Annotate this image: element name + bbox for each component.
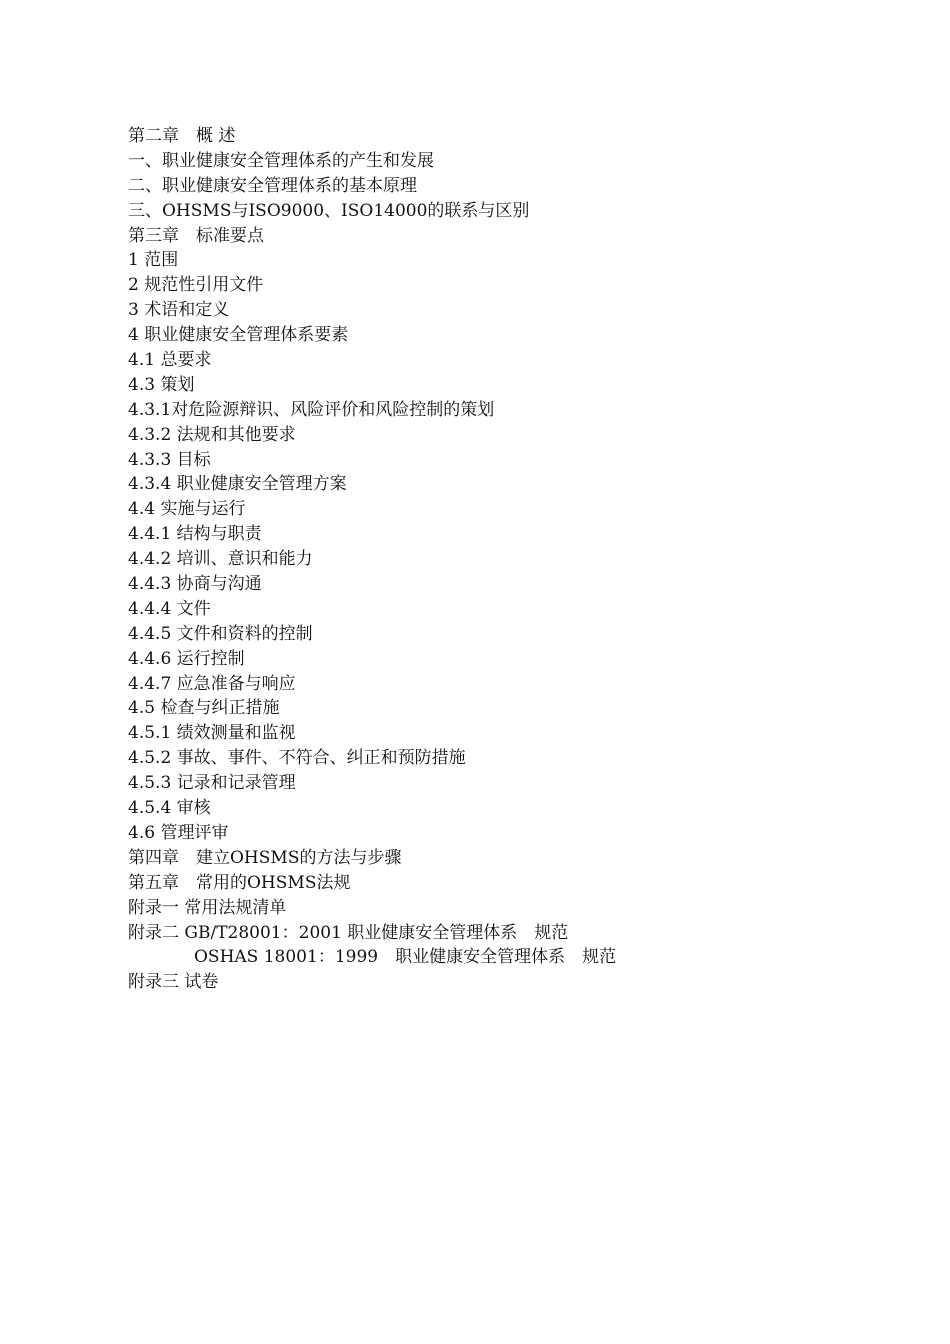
toc-line: 第四章 建立OHSMS的方法与步骤 bbox=[128, 847, 402, 868]
toc-line: 4.4.4 文件 bbox=[128, 598, 211, 619]
toc-line: 4.6 管理评审 bbox=[128, 822, 229, 843]
toc-line: 4.5.1 绩效测量和监视 bbox=[128, 723, 296, 744]
toc-line: 第三章 标准要点 bbox=[128, 225, 264, 246]
toc-line: 二、职业健康安全管理体系的基本原理 bbox=[128, 175, 417, 196]
toc-line: 4.4.2 培训、意识和能力 bbox=[128, 549, 313, 570]
toc-line: OSHAS 18001：1999 职业健康安全管理体系 规范 bbox=[194, 947, 617, 968]
toc-line: 附录一 常用法规清单 bbox=[128, 897, 287, 918]
toc-line: 1 范围 bbox=[128, 250, 179, 271]
toc-line: 4.5.4 审核 bbox=[128, 798, 211, 819]
toc-line: 4.5.2 事故、事件、不符合、纠正和预防措施 bbox=[128, 748, 466, 769]
toc-line: 4.4.1 结构与职责 bbox=[128, 524, 262, 545]
toc-line: 4.5 检查与纠正措施 bbox=[128, 698, 280, 719]
toc-line: 4.4.7 应急准备与响应 bbox=[128, 673, 296, 694]
toc-line: 三、OHSMS与ISO9000、ISO14000的联系与区别 bbox=[128, 200, 530, 221]
toc-line: 4.1 总要求 bbox=[128, 350, 212, 371]
toc-line: 4.3.2 法规和其他要求 bbox=[128, 424, 296, 445]
toc-line: 4 职业健康安全管理体系要素 bbox=[128, 325, 349, 346]
toc-line: 附录三 试卷 bbox=[128, 972, 219, 993]
toc-line: 4.4.6 运行控制 bbox=[128, 648, 245, 669]
toc-line: 附录二 GB/T28001：2001 职业健康安全管理体系 规范 bbox=[128, 922, 569, 943]
toc-line: 4.4.5 文件和资料的控制 bbox=[128, 623, 313, 644]
toc-line: 第二章 概 述 bbox=[128, 126, 236, 146]
toc-line: 4.4.3 协商与沟通 bbox=[128, 574, 262, 595]
table-of-contents bbox=[128, 124, 616, 995]
toc-line: 4.5.3 记录和记录管理 bbox=[128, 773, 296, 794]
toc-line: 第五章 常用的OHSMS法规 bbox=[128, 872, 351, 893]
toc-line: 4.3.4 职业健康安全管理方案 bbox=[128, 474, 347, 495]
toc-line: 4.4 实施与运行 bbox=[128, 499, 246, 520]
toc-line: 3 术语和定义 bbox=[128, 300, 230, 321]
toc-line: 4.3.1对危险源辩识、风险评价和风险控制的策划 bbox=[128, 399, 495, 420]
toc-line: 一、职业健康安全管理体系的产生和发展 bbox=[128, 150, 434, 171]
toc-line: 4.3.3 目标 bbox=[128, 449, 211, 470]
toc-line: 4.3 策划 bbox=[128, 374, 195, 395]
toc-line: 2 规范性引用文件 bbox=[128, 275, 264, 296]
